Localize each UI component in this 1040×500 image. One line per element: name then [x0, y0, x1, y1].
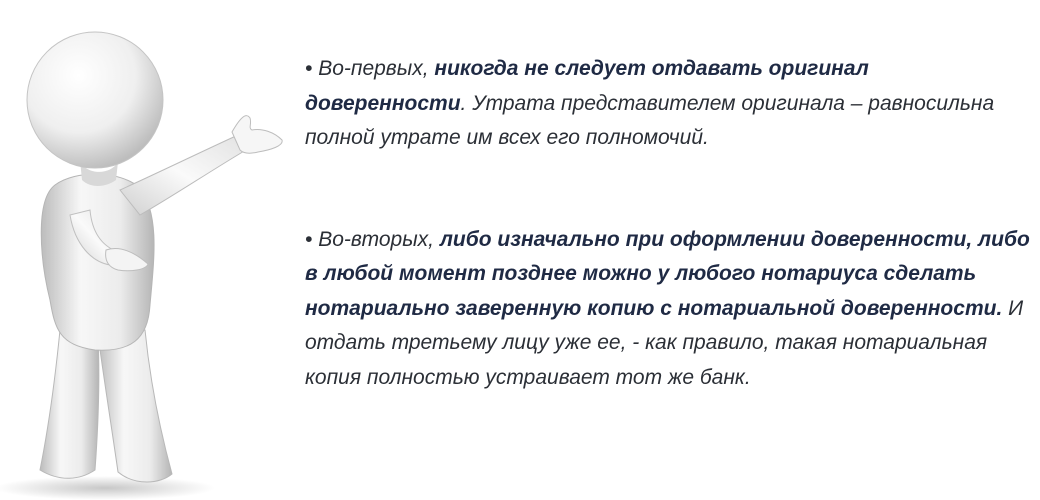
text-content: [305, 52, 1030, 395]
raised-hand: [232, 116, 282, 154]
paragraph-first: [305, 52, 1030, 156]
left-leg: [40, 330, 99, 478]
paragraph-tail: . Утрата представителем оригинала – равносильна полной утрате им всех его полномочий.: [305, 91, 995, 149]
right-leg: [98, 330, 172, 482]
presenter-figure-illustration: [0, 0, 300, 500]
paragraph-emphasis: либо изначально при оформлении доверенности, либо в любой момент позднее можно у любого нотариуса сделать нотариально заверенную копию с нотариальной доверенности.: [305, 227, 1030, 320]
paragraph-second: [305, 223, 1030, 396]
bullet: •: [305, 57, 313, 80]
paragraph-lead: Во-вторых,: [318, 227, 435, 251]
floor-shadow: [0, 476, 215, 500]
paragraph-lead: Во-первых,: [318, 57, 429, 80]
bullet: •: [305, 227, 313, 251]
paragraph-emphasis: никогда не следует отдавать оригинал доверенности: [305, 57, 869, 115]
paragraph-tail: И отдать третьему лицу уже ее, - как правило, такая нотариальная копия полностью устраивает тот же банк.: [305, 296, 1024, 389]
head: [27, 32, 163, 168]
